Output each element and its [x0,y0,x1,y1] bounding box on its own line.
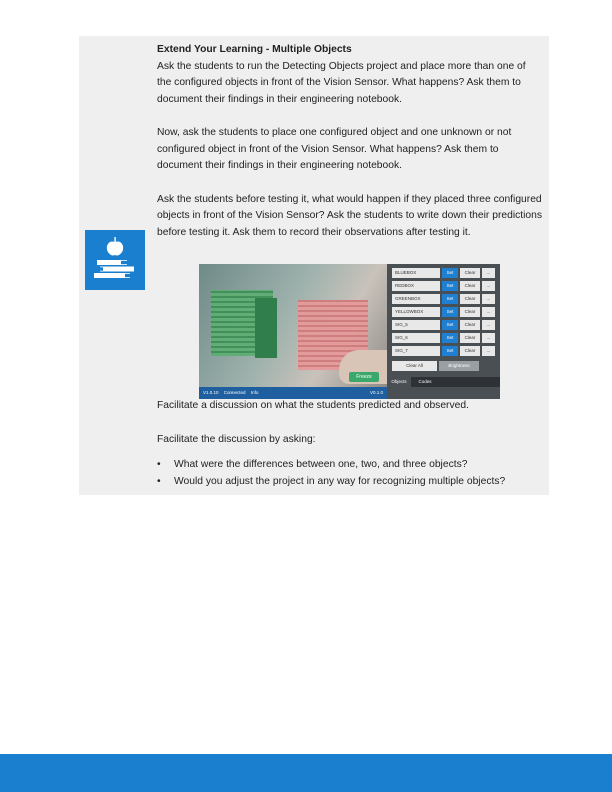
clear-all-button: Clear All [392,361,437,371]
section-text [157,42,542,241]
status-connected: Connected [223,390,246,395]
more-button: ... [482,346,495,356]
set-button: Set [442,281,458,291]
camera-feed [199,264,387,387]
signature-name: BLUEBOX [392,268,440,278]
signature-name: REDBOX [392,281,440,291]
footer-bar [0,754,612,792]
clear-button: Clear [460,281,480,291]
discussion-text [157,398,542,448]
list-item [157,457,542,474]
question-text: Would you adjust the project in any way for recognizing multiple objects? [174,475,506,487]
paragraph-4: Facilitate a discussion on what the students predicted and observed. [157,400,469,411]
signature-name: SIG_7 [392,346,440,356]
signature-row [392,307,495,317]
more-button: ... [482,307,495,317]
paragraph-2: Now, ask the students to place one configured object and one unknown or not configured object in front of the Vision Sensor. What happens? Ask them to document their findings in their engineering notebook. [157,127,512,171]
signature-name: SIG_6 [392,333,440,343]
clear-button: Clear [460,268,480,278]
tab-codes: Codes [418,379,432,384]
paragraph-3: Ask the students before testing it, what would happen if they placed three configured objects in front of the Vision Sensor? Ask the students to write down their predictions before testing it. Ask them to record their observations after testing it. [157,193,543,238]
freeze-button: Freeze [349,372,379,382]
tab-objects: Objects [387,377,411,387]
clear-button: Clear [460,346,480,356]
paragraph-1: Ask the students to run the Detecting Objects project and place more than one of the configured objects in front of the Vision Sensor. What happens? Ask them to document their findings in their engineering notebook. [157,60,526,105]
status-right-version: V0.1.0 [369,390,383,395]
brightness-slider: Brightness [439,361,479,371]
set-button: Set [442,320,458,330]
paragraph-5: Facilitate the discussion by asking: [157,433,316,445]
bullet-marker: • [157,459,161,470]
signature-row [392,346,495,356]
signature-row [392,294,495,304]
more-button: ... [482,294,495,304]
clear-button: Clear [460,294,480,304]
more-button: ... [482,281,495,291]
more-button: ... [482,320,495,330]
list-item [157,474,542,491]
signature-row [392,333,495,343]
set-button: Set [442,333,458,343]
signature-name: GREENBOX [392,294,440,304]
clear-button: Clear [460,320,480,330]
set-button: Set [442,294,458,304]
bullet-marker: • [157,475,161,487]
signature-name: SIG_5 [392,320,440,330]
signature-name: YELLOWBOX [392,307,440,317]
question-text: What were the differences between one, two, and three objects? [174,459,468,470]
vision-utility-screenshot [199,264,500,399]
more-button: ... [482,333,495,343]
clear-button: Clear [460,307,480,317]
more-button: ... [482,268,495,278]
discussion-questions [157,457,542,490]
status-version: V1.0.10 [203,390,219,395]
set-button: Set [442,307,458,317]
status-info: Info [250,390,259,395]
panel-tabs [387,377,500,387]
set-button: Set [442,268,458,278]
teacher-books-apple-icon [85,230,145,290]
signature-row [392,268,495,278]
section-heading: Extend Your Learning - Multiple Objects [157,44,352,55]
signature-row [392,281,495,291]
signature-row [392,320,495,330]
set-button: Set [442,346,458,356]
clear-button: Clear [460,333,480,343]
green-cube-side [255,298,277,358]
